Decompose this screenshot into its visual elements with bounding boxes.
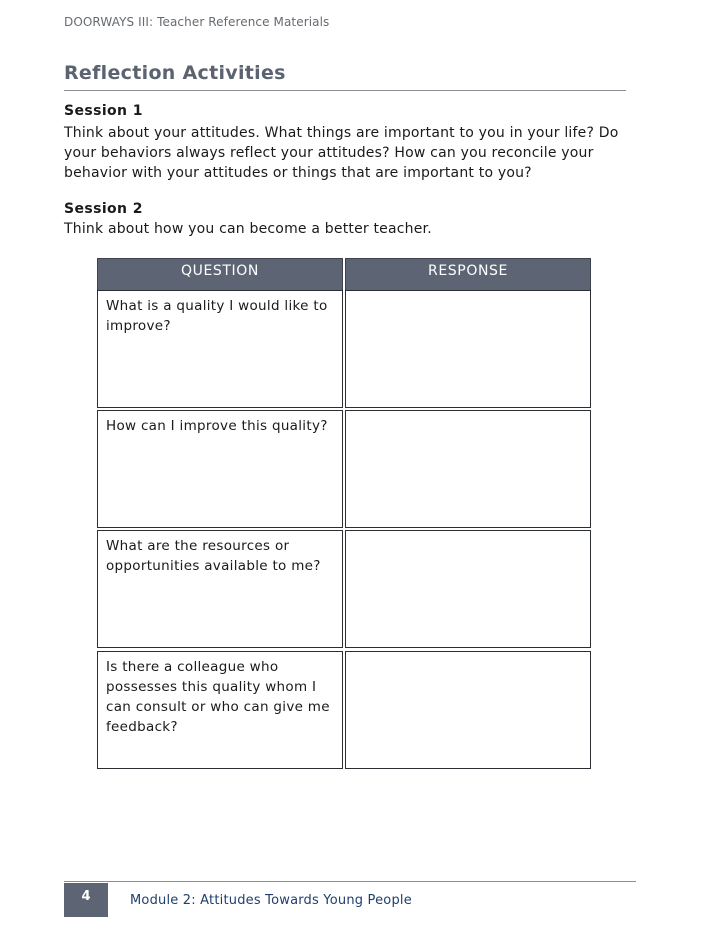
response-cell-3[interactable] — [345, 530, 591, 648]
question-column-header: QUESTION — [97, 258, 343, 292]
session-2-text: Think about how you can become a better teacher. — [64, 221, 432, 237]
session-1-heading: Session 1 — [64, 103, 143, 119]
response-cell-4[interactable] — [345, 651, 591, 769]
section-title: Reflection Activities — [64, 62, 286, 84]
response-cell-2[interactable] — [345, 410, 591, 528]
response-cell-1[interactable] — [345, 290, 591, 408]
question-cell-1: What is a quality I would like to improve? — [97, 290, 343, 408]
running-head: DOORWAYS III: Teacher Reference Materials — [64, 15, 330, 29]
footer-divider — [64, 881, 636, 882]
question-cell-3: What are the resources or opportunities available to me? — [97, 530, 343, 648]
response-column-header: RESPONSE — [345, 258, 591, 292]
session-2-heading: Session 2 — [64, 201, 143, 217]
session-1-text: Think about your attitudes. What things are important to you in your life? Do your behaviors always reflect your attitudes? How can you reconcile your behavior with your attitudes or things that are important to you? — [64, 125, 619, 181]
title-divider — [64, 90, 626, 91]
question-cell-2: How can I improve this quality? — [97, 410, 343, 528]
module-title: Module 2: Attitudes Towards Young People — [130, 893, 412, 908]
question-cell-4: Is there a colleague who possesses this quality whom I can consult or who can give me feedback? — [97, 651, 343, 769]
page-number: 4 — [64, 883, 108, 917]
